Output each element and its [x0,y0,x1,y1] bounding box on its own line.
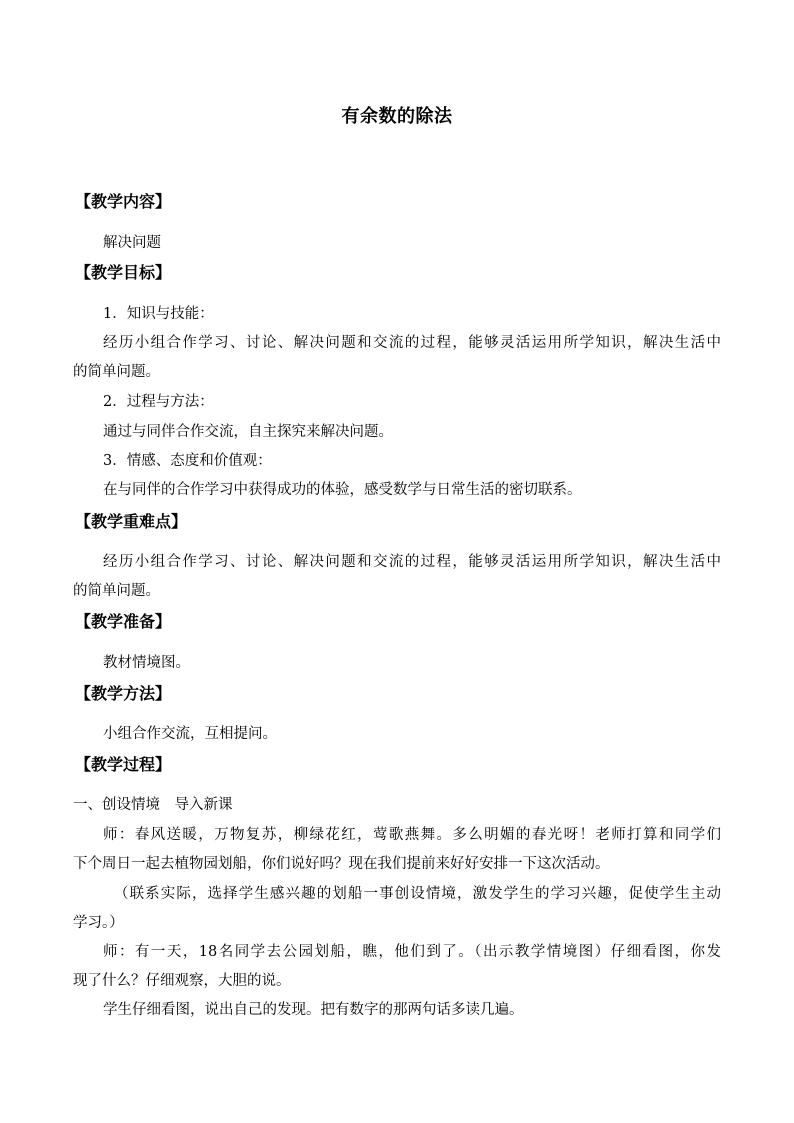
section-heading-content: 【教学内容】 [75,192,172,211]
goal1-text-line1: 经历小组合作学习、讨论、解决问题和交流的过程，能够灵活运用所学知识，解决生活中 [103,335,721,351]
goal1-label: 1．知识与技能： [103,306,214,322]
section-heading-key-points: 【教学重难点】 [75,512,188,531]
key-text-line1: 经历小组合作学习、讨论、解决问题和交流的过程，能够灵活运用所学知识，解决生活中 [103,554,721,570]
page-title: 有余数的除法 [341,106,453,127]
section-heading-goals: 【教学目标】 [75,263,172,282]
paragraph3-line1: 师：有一天，18名同学去公园划船，瞧，他们到了。（出示教学情境图）仔细看图，你发 [103,944,721,960]
paragraph1-line2: 下个周日一起去植物园划船，你们说好吗？现在我们提前来好好安排一下这次活动。 [73,856,610,872]
step1-title: 一、创设情境 导入新课 [73,797,233,813]
section-heading-preparation: 【教学准备】 [75,612,172,631]
content-text: 解决问题 [103,235,161,251]
paragraph3-line2: 现了什么？仔细观察，大胆的说。 [73,973,291,989]
paragraph2-line2: 学习。） [73,915,124,931]
paragraph1-line1: 师：春风送暖，万物复苏，柳绿花红，莺歌燕舞。多么明媚的春光呀！老师打算和同学们 [103,827,721,843]
paragraph4: 学生仔细看图，说出自己的发现。把有数字的那两句话多读几遍。 [103,1002,524,1018]
key-text-line2: 的简单问题。 [73,583,160,599]
section-heading-method: 【教学方法】 [75,684,172,703]
method-text: 小组合作交流，互相提问。 [103,726,277,742]
goal1-text-line2: 的简单问题。 [73,364,160,380]
preparation-text: 教材情境图。 [103,655,190,671]
goal3-text: 在与同伴的合作学习中获得成功的体验，感受数学与日常生活的密切联系。 [103,482,582,498]
section-heading-process: 【教学过程】 [75,755,172,774]
goal2-label: 2．过程与方法： [103,394,214,410]
goal2-text: 通过与同伴合作交流，自主探究来解决问题。 [103,424,393,440]
goal3-label: 3．情感、态度和价值观： [103,453,272,469]
paragraph2-line1: （联系实际，选择学生感兴趣的划船一事创设情境，激发学生的学习兴趣，促使学生主动 [114,886,721,902]
